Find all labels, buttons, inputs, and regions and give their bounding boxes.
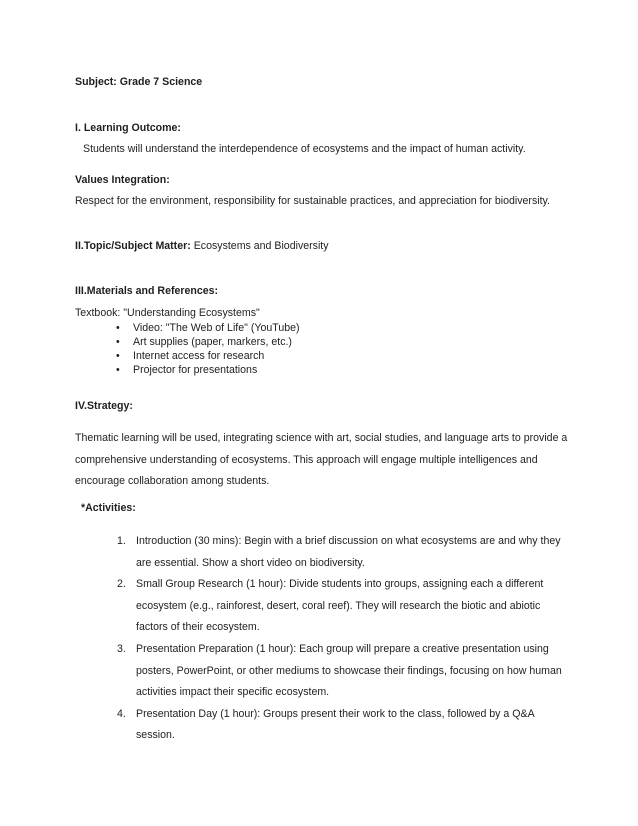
topic-line xyxy=(75,240,329,252)
list-item xyxy=(117,574,577,639)
list-item xyxy=(117,639,577,704)
item-line: Small Group Research (1 hour): Divide students into groups, assigning each a different xyxy=(136,578,544,591)
topic-label: II.Topic/Subject Matter: xyxy=(75,240,191,252)
item-line: are essential. Show a short video on biodiversity. xyxy=(136,556,365,569)
list-item: • Art supplies (paper, markers, etc.) xyxy=(116,335,300,349)
paragraph-line: encourage collaboration among students. xyxy=(75,475,270,488)
materials-textbook: Textbook: "Understanding Ecosystems" xyxy=(75,307,260,319)
item-line: Presentation Preparation (1 hour): Each group will prepare a creative presentation using xyxy=(136,642,549,655)
item-line: posters, PowerPoint, or other mediums to showcase their findings, focusing on how human xyxy=(136,664,562,677)
subject-label: Subject: xyxy=(75,76,117,88)
topic-value: Ecosystems and Biodiversity xyxy=(193,240,329,252)
learning-outcome-heading-text: I. Learning Outcome: xyxy=(75,122,181,134)
item-line: activities impact their specific ecosystem. xyxy=(136,686,330,699)
list-item: • Projector for presentations xyxy=(116,363,300,377)
list-item xyxy=(117,531,577,574)
strategy-paragraph xyxy=(75,428,575,493)
paragraph-line: comprehensive understanding of ecosystems. This approach will engage multiple intelligences and xyxy=(75,453,538,466)
item-number: 4. xyxy=(117,707,126,720)
strategy-heading-text: IV.Strategy: xyxy=(75,400,133,412)
values-integration-heading-text: Values Integration: xyxy=(75,174,170,186)
item-line: factors of their ecosystem. xyxy=(136,621,260,634)
values-integration-text: Respect for the environment, responsibility for sustainable practices, and appreciation for biodiversity. xyxy=(75,195,550,207)
paragraph-line: Thematic learning will be used, integrating science with art, social studies, and language arts to provide a xyxy=(75,432,568,444)
materials-heading xyxy=(75,285,218,297)
item-line: ecosystem (e.g., rainforest, desert, coral reef). They will research the biotic and abiotic xyxy=(136,599,541,612)
activities-list xyxy=(117,531,577,747)
item-line: Presentation Day (1 hour): Groups present their work to the class, followed by a Q&A xyxy=(136,707,535,720)
values-integration-heading xyxy=(75,174,170,186)
materials-heading-text: III.Materials and References: xyxy=(75,285,219,297)
item-number: 2. xyxy=(117,578,126,591)
list-item: • Internet access for research xyxy=(116,349,300,363)
learning-outcome-text: Students will understand the interdependence of ecosystems and the impact of human activity. xyxy=(83,143,526,155)
strategy-heading xyxy=(75,400,133,412)
materials-list xyxy=(116,321,300,377)
activities-heading-text: *Activities: xyxy=(81,502,136,514)
item-line: session. xyxy=(136,729,175,742)
item-number: 3. xyxy=(117,642,126,655)
list-item xyxy=(117,704,577,747)
activities-heading xyxy=(81,502,136,514)
item-number: 1. xyxy=(117,535,126,547)
list-item: • Video: "The Web of Life" (YouTube) xyxy=(116,321,300,335)
subject-value: Grade 7 Science xyxy=(119,76,203,88)
subject-line xyxy=(75,76,202,88)
item-line: Introduction (30 mins): Begin with a brief discussion on what ecosystems are and why they xyxy=(136,535,561,547)
learning-outcome-heading xyxy=(75,122,181,134)
